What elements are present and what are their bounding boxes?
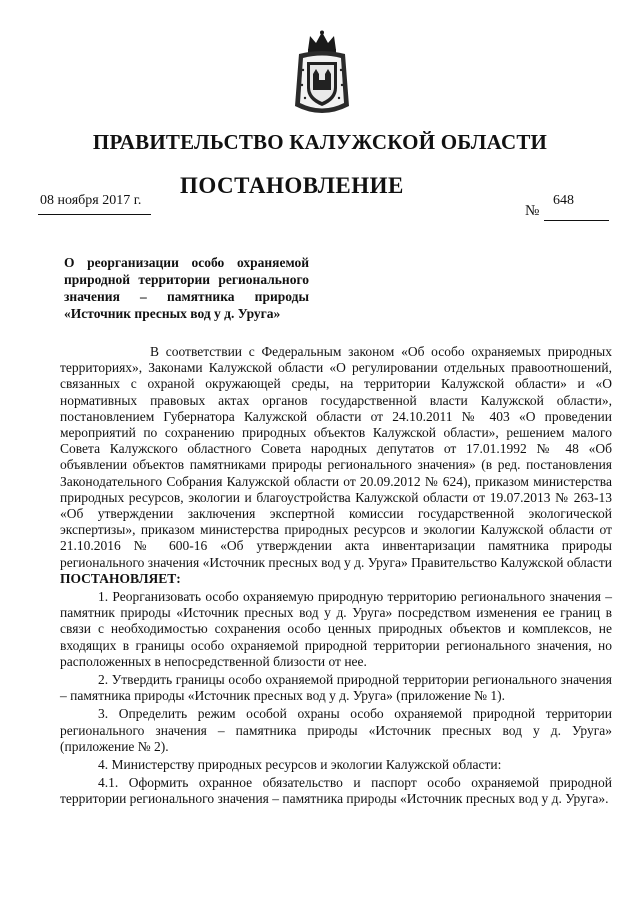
item-paragraph-4: 4. Министерству природных ресурсов и экологии Калужской области:	[98, 757, 502, 773]
document-subject: О реорганизации особо охраняемой природной территории регионального значения – памятника природы «Источник пресных вод у д. Уруга»	[64, 255, 309, 321]
preamble-paragraph	[60, 344, 612, 587]
coat-of-arms-emblem	[291, 30, 353, 120]
document-number: 648	[553, 193, 574, 208]
resolves-keyword: ПОСТАНОВЛЯЕТ:	[60, 570, 181, 586]
document-date: 08 ноября 2017 г.	[40, 193, 142, 208]
item-paragraph-1: 1. Реорганизовать особо охраняемую природную территорию регионального значения – памятник природы «Источник пресных вод у д. Уруга» посредством изменения ее границ в связи с необходимостью сохранения особо ценных природных объектов и комплексов, не входящих в границы особо охраняемой природной территории регионального значения, но расположенных в непосредственной близости от нее.	[60, 589, 612, 669]
number-underline	[544, 220, 609, 221]
item-paragraph-3: 3. Определить режим особой охраны особо охраняемой природной территории регионального значения – памятника природы «Источник пресных вод у д. Уруга» (приложение № 2).	[60, 706, 612, 754]
item-paragraph-2: 2. Утвердить границы особо охраняемой природной территории регионального значения – памятника природы «Источник пресных вод у д. Уруга» (приложение № 1).	[60, 672, 612, 704]
number-sign: №	[525, 203, 540, 219]
preamble-text: В соответствии с Федеральным законом «Об особо охраняемых природных территориях», Законами Калужской области «О регулировании отдельных правоотношений, связанных с охраной окружающей среды, на территории Калужской области» и «О нормативных правовых актах органов государственной власти Калужской области», постановлением Губернатора Калужской области от 24.10.2011 № 403 «О проведении мероприятий по сохранению природных объектов Калужской области», решением малого Совета Калужского областного Совета народных депутатов от 17.01.1992 № 48 «Об объявлении объектов памятниками природы регионального значения» (в ред. постановления Законодательного Собрания Калужской области от 20.09.2012 № 624), приказом министерства природных ресурсов, экологии и благоустройства Калужской области от 19.07.2013 № 263-13 «Об утверждении заключения экспертной комиссии государственной экологической экспертизы», приказом министерства природных ресурсов и экологии Калужской области от 21.10.2016 № 600-16 «Об утверждении акта инвентаризации памятника природы регионального значения «Источник пресных вод у д. Уруга» Правительство Калужской области	[60, 344, 612, 570]
date-underline	[38, 214, 151, 215]
document-body	[60, 344, 612, 808]
document-type-title: ПОСТАНОВЛЕНИЕ	[180, 173, 404, 198]
government-title: ПРАВИТЕЛЬСТВО КАЛУЖСКОЙ ОБЛАСТИ	[92, 130, 548, 154]
item-paragraph-4-1: 4.1. Оформить охранное обязательство и паспорт особо охраняемой природной территории регионального значения – памятника природы «Источник пресных вод у д. Уруга».	[60, 775, 612, 807]
